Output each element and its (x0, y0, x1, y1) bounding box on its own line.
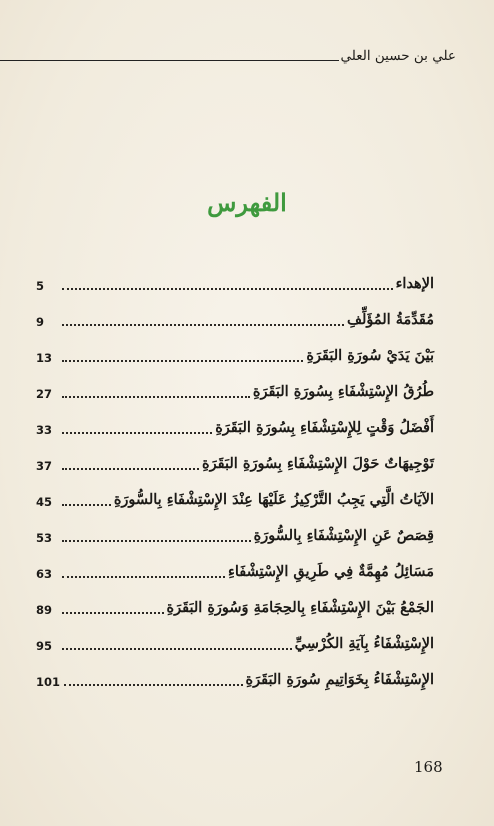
toc-entry-title: الإِسْتِشْفَاءُ بِخَوَاتِيمِ سُورَةِ البَقَرَةِ (245, 671, 434, 688)
toc-leader-dots (62, 540, 251, 542)
toc-entry-title: الجَمْعُ بَيْنَ الإِسْتِشْفَاءِ بِالحِجَامَةِ وَسُورَةِ البَقَرَةِ (166, 599, 434, 616)
toc-entry-page: 45 (36, 495, 53, 509)
toc-entry-title: الآيَاتُ الَّتِي يَجِبُ التَّرْكِيزُ عَلَيْهَا عِنْدَ الإِسْتِشْفَاءِ بِالسُّورَةِ (113, 491, 434, 508)
toc-entry[interactable] (36, 653, 434, 689)
toc-entry-page: 9 (36, 315, 45, 329)
toc-leader-dots (62, 360, 303, 362)
toc-entry-page: 53 (36, 531, 53, 545)
toc-entry[interactable] (36, 365, 434, 401)
toc-leader-dots (62, 648, 292, 650)
toc-entry[interactable] (36, 401, 434, 437)
toc-entry[interactable] (36, 329, 434, 365)
toc-entry-page: 13 (36, 351, 53, 365)
running-header (0, 48, 494, 72)
toc-entry-page: 89 (36, 603, 53, 617)
toc-leader-dots (62, 396, 250, 398)
toc-entry-title: أَفْضَلُ وَقْتٍ لِلإِسْتِشْفَاءِ بِسُورَةِ البَقَرَةِ (215, 419, 434, 436)
toc-leader-dots (62, 612, 164, 614)
toc-entry-page: 33 (36, 423, 53, 437)
toc-title: الفهرس (207, 188, 287, 217)
toc-entry-page: 5 (36, 279, 45, 293)
toc-entry[interactable] (36, 473, 434, 509)
toc-entry-title: طُرُقُ الإِسْتِشْفَاءِ بِسُورَةِ البَقَرَةِ (252, 383, 434, 400)
toc-entry[interactable] (36, 293, 434, 329)
toc-entry-page: 27 (36, 387, 53, 401)
toc-entry-title: مَسَائِلُ مُهِمَّةٌ فِي طَرِيقِ الإِسْتِشْفَاءِ (228, 563, 434, 580)
toc-entry-title: مُقَدِّمَةُ المُؤَلِّفِ (346, 311, 434, 328)
toc-entry-title: الإهداء (395, 275, 434, 292)
toc-list (36, 262, 434, 689)
toc-entry-page: 101 (36, 675, 61, 689)
toc-leader-dots (62, 324, 344, 326)
header-author: علي بن حسين العلي (340, 48, 456, 64)
toc-entry[interactable] (36, 509, 434, 545)
toc-entry-page: 95 (36, 639, 53, 653)
toc-entry[interactable] (36, 545, 434, 581)
toc-leader-dots (62, 504, 111, 506)
toc-leader-dots (64, 684, 243, 686)
toc-entry-title: تَوْجِيهَاتٌ حَوْلَ الإِسْتِشْفَاءِ بِسُورَةِ البَقَرَةِ (202, 455, 434, 472)
header-rule (0, 60, 339, 61)
toc-leader-dots (62, 432, 212, 434)
toc-leader-dots (62, 576, 225, 578)
toc-entry-title: قِصَصٌ عَنِ الإِسْتِشْفَاءِ بِالسُّورَةِ (253, 527, 434, 544)
toc-leader-dots (62, 468, 199, 470)
toc-entry[interactable] (36, 581, 434, 617)
toc-entry-title: بَيْنَ يَدَيْ سُورَةِ البَقَرَةِ (306, 347, 434, 364)
toc-leader-dots (62, 288, 393, 290)
page-number: 168 (414, 758, 443, 776)
toc-entry[interactable] (36, 437, 434, 473)
toc-entry-page: 37 (36, 459, 53, 473)
toc-entry[interactable] (36, 617, 434, 653)
toc-entry-page: 63 (36, 567, 53, 581)
toc-entry-title: الإِسْتِشْفَاءُ بِآيَةِ الكُرْسِيِّ (294, 635, 434, 652)
toc-entry[interactable] (36, 262, 434, 293)
